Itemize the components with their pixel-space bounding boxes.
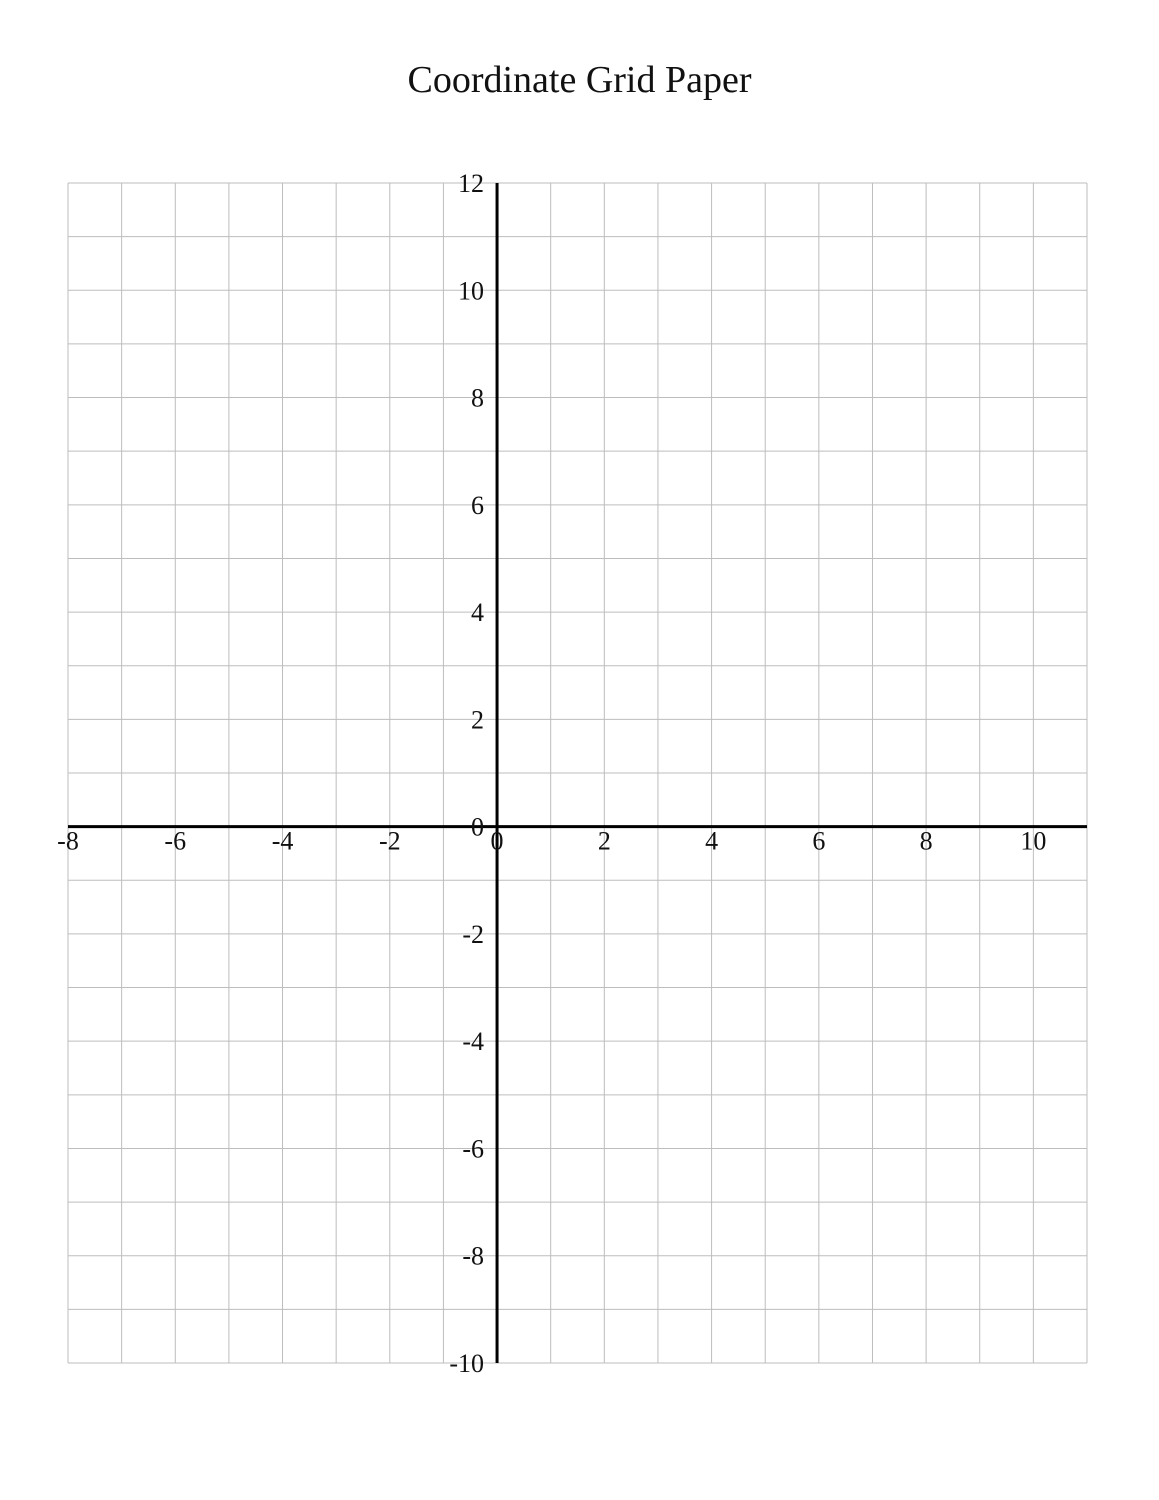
x-tick-label: 0	[490, 826, 504, 856]
x-tick-label: -8	[57, 826, 79, 856]
y-tick-label: 0	[471, 812, 485, 842]
x-tick-label: -4	[271, 826, 294, 856]
y-tick-label: 2	[471, 705, 485, 735]
y-tick-label: -4	[462, 1027, 485, 1057]
x-tick-label: 8	[919, 826, 933, 856]
y-tick-label: 6	[471, 490, 485, 520]
y-tick-label: 8	[471, 383, 485, 413]
x-tick-label: 10	[1020, 826, 1047, 856]
y-tick-label: -2	[462, 919, 485, 949]
y-tick-label: -10	[449, 1349, 485, 1378]
y-tick-label: -6	[462, 1134, 485, 1164]
y-tick-label: 12	[458, 169, 485, 198]
page-title: Coordinate Grid Paper	[407, 59, 752, 101]
y-tick-label: -8	[462, 1241, 485, 1271]
y-tick-label: 4	[471, 598, 485, 628]
x-tick-label: 2	[597, 826, 611, 856]
x-tick-label: -6	[164, 826, 187, 856]
x-tick-label: -2	[378, 826, 401, 856]
x-tick-label: 6	[812, 826, 826, 856]
y-tick-label: 10	[458, 276, 485, 306]
x-tick-label: 4	[705, 826, 719, 856]
grid-lines	[68, 183, 1087, 1363]
